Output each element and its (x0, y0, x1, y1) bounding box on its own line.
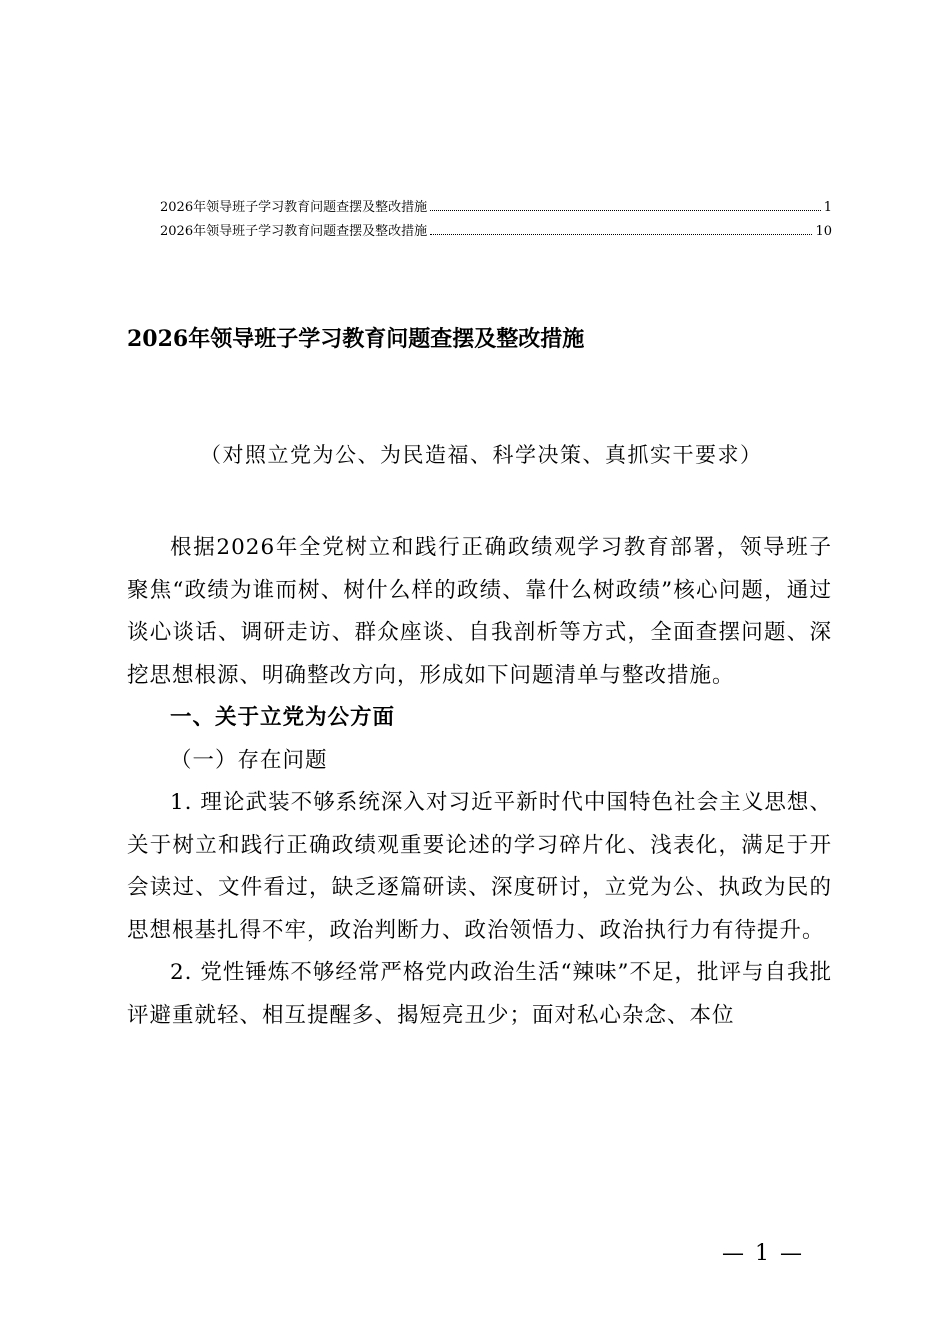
toc-entry[interactable] (160, 196, 832, 220)
problem-item-1: 1. 理论武装不够系统深入对习近平新时代中国特色社会主义思想、关于树立和践行正确政绩观重要论述的学习碎片化、浅表化，满足于开会读过、文件看过，缺乏逐篇研读、深度研讨，立党为公、执政为民的思想根基扎得不牢，政治判断力、政治领悟力、政治执行力有待提升。 (127, 790, 832, 943)
document-subtitle: （对照立党为公、为民造福、科学决策、真抓实干要求） (200, 443, 763, 467)
toc-entry[interactable] (160, 220, 832, 244)
problem-item-2: 2. 党性锤炼不够经常严格党内政治生活“辣味”不足，批评与自我批评避重就轻、相互提醒多、揭短亮丑少；面对私心杂念、本位 (127, 960, 832, 1028)
subsection-heading: （一）存在问题 (170, 747, 328, 773)
toc-entry-page: 10 (815, 224, 832, 239)
toc-entry-label: 2026年领导班子学习教育问题查摆及整改措施 (160, 200, 428, 215)
toc-leader-dots (430, 233, 812, 235)
table-of-contents (160, 196, 832, 244)
page-number: — 1 — (722, 1241, 804, 1266)
document-body (127, 527, 832, 1037)
toc-leader-dots (430, 209, 821, 211)
intro-paragraph: 根据2026年全党树立和践行正确政绩观学习教育部署，领导班子聚焦“政绩为谁而树、树什么样的政绩、靠什么树政绩”核心问题，通过谈心谈话、调研走访、群众座谈、自我剖析等方式，全面查摆问题、深挖思想根源、明确整改方向，形成如下问题清单与整改措施。 (127, 535, 832, 688)
section-heading: 一、关于立党为公方面 (170, 705, 396, 730)
document-title: 2026年领导班子学习教育问题查摆及整改措施 (127, 326, 585, 352)
toc-entry-page: 1 (823, 200, 832, 215)
toc-entry-label: 2026年领导班子学习教育问题查摆及整改措施 (160, 224, 428, 239)
